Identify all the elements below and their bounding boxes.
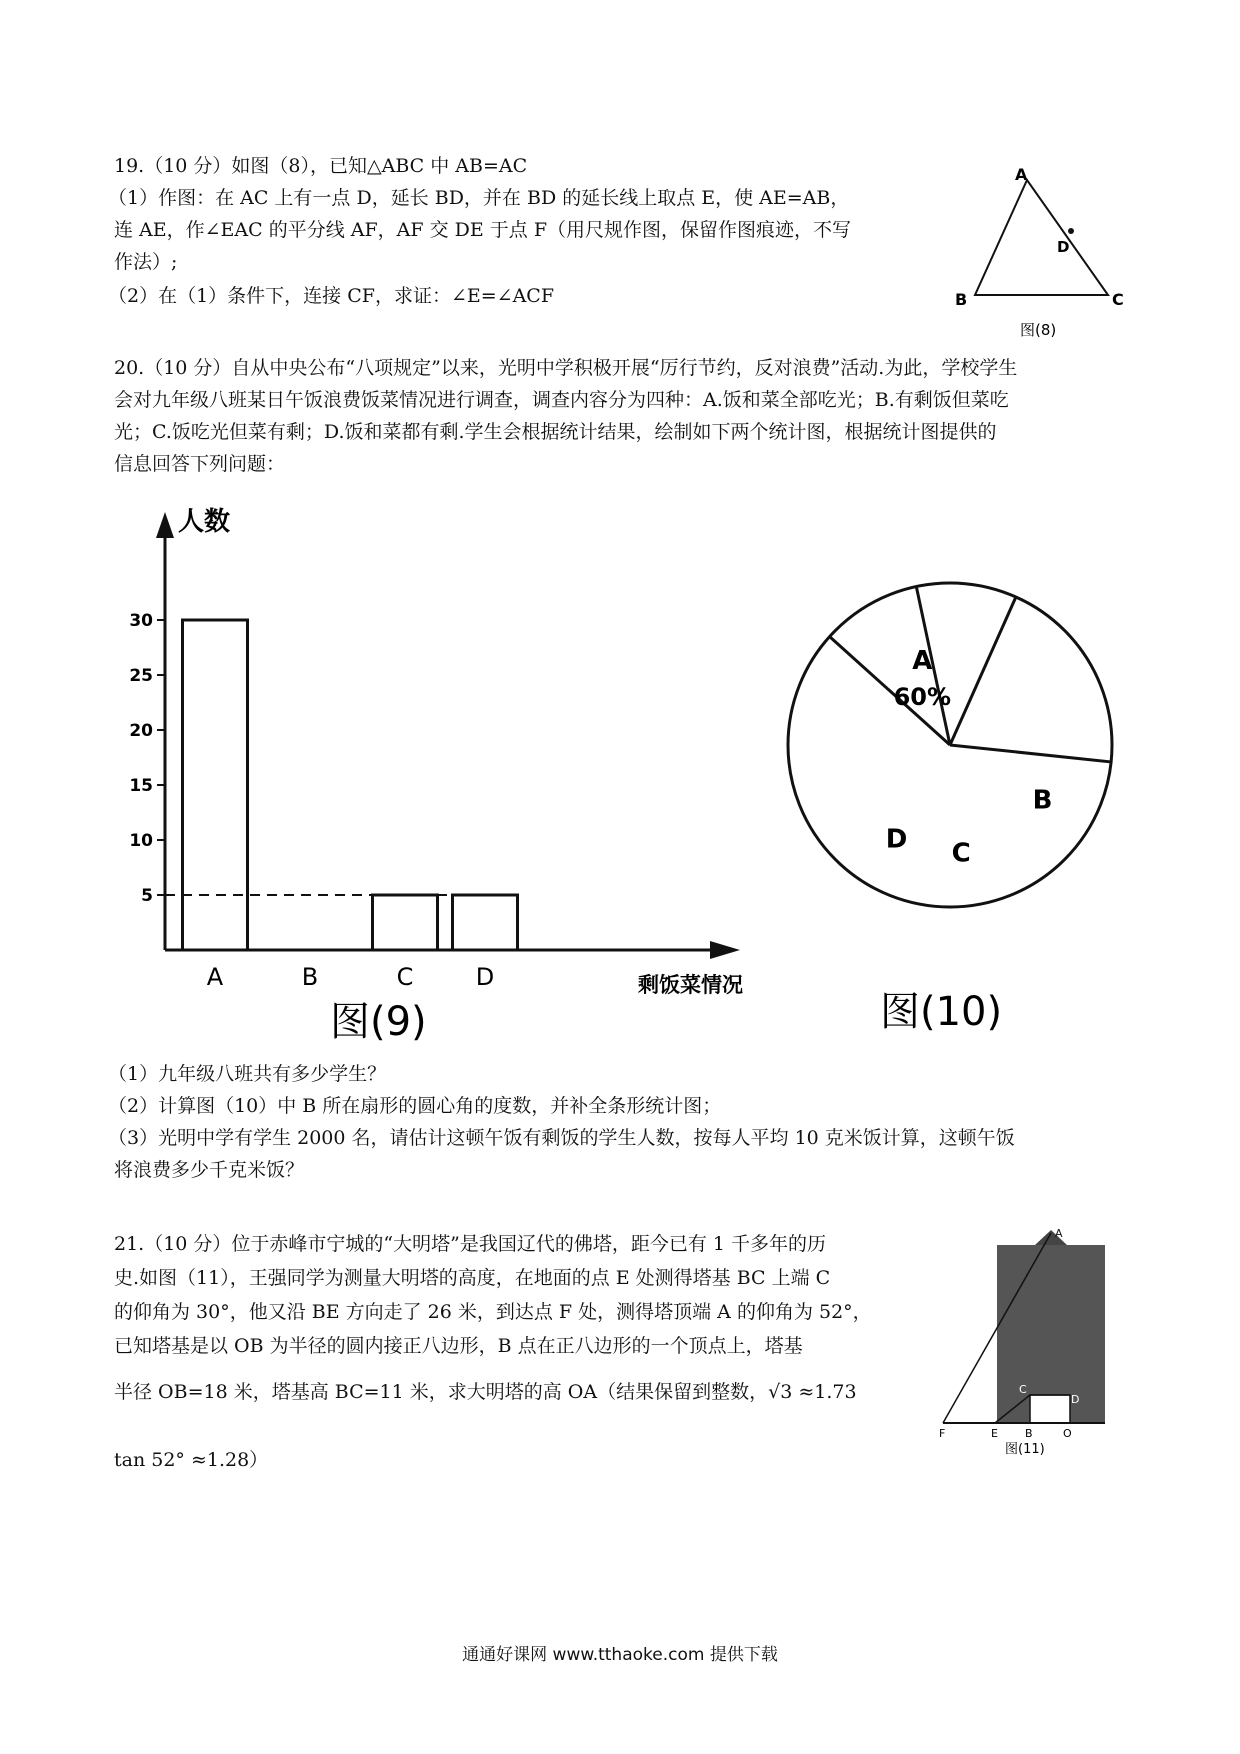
pie-slice-boundary	[950, 597, 1016, 745]
pie-value-label-A: 60%	[893, 682, 952, 711]
figure-9-caption: 图(9)	[330, 999, 427, 1045]
q20-sub-3b: 将浪费多少千克米饭？	[114, 1159, 305, 1181]
label-a: A	[1015, 165, 1028, 184]
label-d: D	[1057, 238, 1070, 256]
x-axis-label: 剩饭菜情况	[638, 973, 743, 997]
q20-line-1: 20.（10 分）自从中央公布“八项规定”以来，光明中学积极开展“厉行节约，反对浪费”活动.为此，学校学生	[114, 357, 1018, 379]
y-axis-label: 人数	[178, 507, 231, 537]
y-tick-label: 25	[129, 666, 153, 686]
figure-10-caption: 图(10)	[880, 989, 1003, 1035]
q21-line-2: 史.如图（11），王强同学为测量大明塔的高度，在地面的点 E 处测得塔基 BC 上端 C	[114, 1267, 831, 1289]
q19-line-1: 19.（10 分）如图（8），已知△ABC 中 AB=AC	[114, 155, 528, 177]
page-footer: 通通好课网 www.tthaoke.com 提供下载	[462, 1645, 778, 1665]
pie-slice-boundary	[950, 745, 1111, 762]
pie-label-C: C	[951, 838, 971, 869]
q21-line-6: tan 52° ≈1.28）	[114, 1449, 269, 1471]
q21-line-5: 半径 OB=18 米，塔基高 BC=11 米，求大明塔的高 OA（结果保留到整数，√3 ≈1.73	[114, 1381, 857, 1403]
y-axis-arrow	[156, 512, 174, 538]
y-tick-label: 10	[129, 831, 153, 851]
bar-D	[453, 895, 518, 950]
q20-line-3: 光；C.饭吃光但菜有剩；D.饭和菜都有剩.学生会根据统计结果，绘制如下两个统计图，根据统计图提供的	[114, 421, 997, 443]
x-category-label: B	[301, 963, 319, 991]
q19-line-2: （1）作图：在 AC 上有一点 D，延长 BD，并在 BD 的延长线上取点 E，使 AE=AB，	[108, 187, 850, 209]
figure-11-pagoda	[935, 1225, 1135, 1455]
pie-label-D: D	[885, 824, 908, 855]
pagoda-base	[1030, 1395, 1070, 1423]
q21-line-3: 的仰角为 30°，他又沿 BE 方向走了 26 米，到达点 F 处，测得塔顶端 A 的仰角为 52°，	[114, 1301, 872, 1323]
figure-10-pie-chart	[780, 570, 1140, 1050]
x-category-label: A	[206, 963, 224, 991]
pie-label-A: A	[912, 645, 933, 676]
label-o: O	[1063, 1427, 1072, 1440]
q20-sub-3a: （3）光明中学有学生 2000 名，请估计这顿午饭有剩饭的学生人数，按每人平均 10 克米饭计算，这顿午饭	[108, 1127, 1015, 1149]
bar-C	[373, 895, 438, 950]
bar-A	[183, 620, 248, 950]
figure-11-caption: 图(11)	[1005, 1442, 1045, 1455]
q19-line-3: 连 AE，作∠EAC 的平分线 AF，AF 交 DE 于点 F（用尺规作图，保留作图痕迹，不写	[114, 219, 852, 241]
q21-line-4: 已知塔基是以 OB 为半径的圆内接正八边形，B 点在正八边形的一个顶点上，塔基	[114, 1335, 803, 1357]
y-tick-label: 20	[129, 721, 153, 741]
y-tick-label: 30	[129, 611, 153, 631]
label-d: D	[1071, 1393, 1080, 1406]
y-tick-label: 15	[129, 776, 153, 796]
figure-8-triangle	[950, 155, 1140, 345]
label-c: C	[1019, 1383, 1027, 1396]
y-tick-label: 5	[141, 886, 153, 906]
q20-line-2: 会对九年级八班某日午饭浪费饭菜情况进行调查，调查内容分为四种：A.饭和菜全部吃光；B.有剩饭但菜吃	[114, 389, 1009, 411]
q20-line-4: 信息回答下列问题：	[114, 453, 286, 475]
label-b: B	[955, 290, 968, 309]
triangle-abc	[975, 180, 1108, 295]
q19-line-5: （2）在（1）条件下，连接 CF，求证：∠E=∠ACF	[108, 285, 555, 307]
point-d	[1068, 228, 1074, 234]
pie-label-B: B	[1032, 785, 1053, 816]
label-c: C	[1112, 290, 1124, 309]
q19-line-4: 作法）;	[114, 251, 178, 273]
label-e: E	[991, 1427, 998, 1440]
q21-line-1: 21.（10 分）位于赤峰市宁城的“大明塔”是我国辽代的佛塔，距今已有 1 千多年的历	[114, 1233, 827, 1255]
figure-9-bar-chart	[110, 490, 790, 1050]
x-category-label: C	[396, 963, 414, 991]
q20-sub-1: （1）九年级八班共有多少学生？	[108, 1063, 387, 1085]
x-category-label: D	[475, 963, 495, 991]
label-a: A	[1055, 1227, 1063, 1240]
label-f: F	[939, 1427, 946, 1440]
x-axis-arrow	[710, 941, 740, 959]
figure-8-caption: 图(8)	[1020, 321, 1057, 339]
q20-sub-2: （2）计算图（10）中 B 所在扇形的圆心角的度数，并补全条形统计图；	[108, 1095, 722, 1117]
label-b: B	[1025, 1427, 1033, 1440]
